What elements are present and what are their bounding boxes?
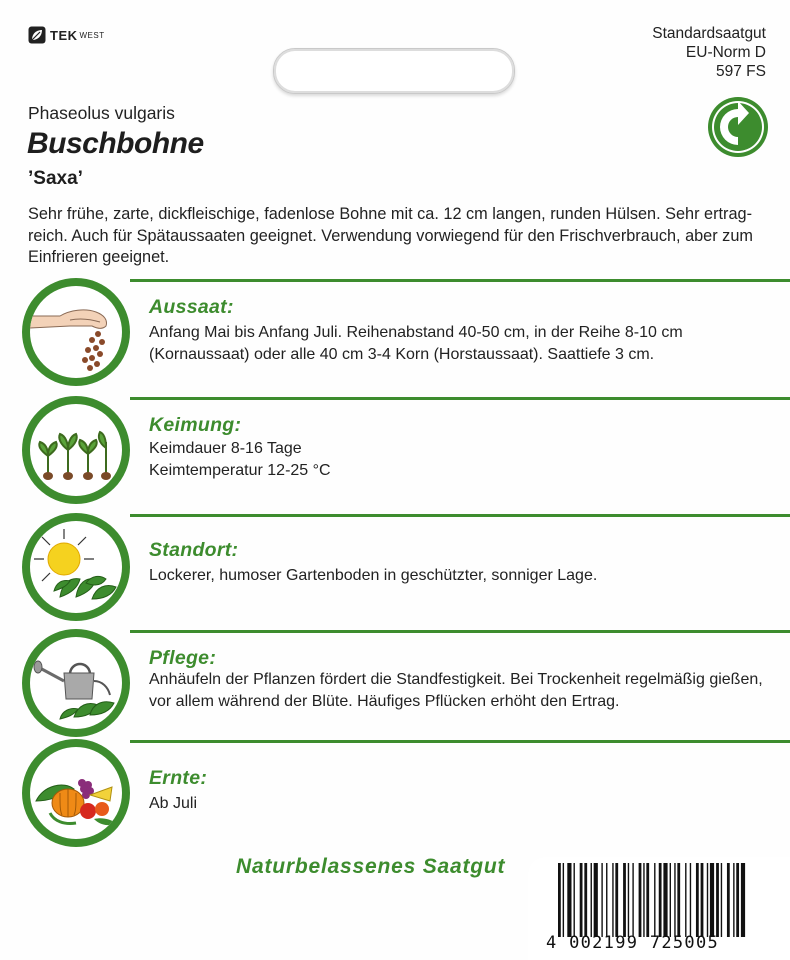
brand-logo — [28, 26, 105, 44]
barcode-bar — [710, 863, 714, 937]
section-title: Pflege: — [149, 647, 217, 669]
standard-line-1: Standardsaatgut — [652, 25, 766, 42]
barcode-bar — [563, 863, 564, 937]
barcode-bar — [584, 863, 587, 937]
section-text: Anfang Mai bis Anfang Juli. Reihenabstand 40-50 cm, in der Reihe 8-10 cm (Kornaussaat) oder alle 40 cm 3-4 Korn (Horstaussaat). Saattiefe 3 cm. — [149, 324, 683, 363]
footer-tagline: Naturbelassenes Saatgut — [236, 855, 506, 878]
barcode-bar — [606, 863, 607, 937]
watering-can-icon — [22, 629, 130, 737]
barcode-bar — [654, 863, 655, 937]
barcode-bar — [623, 863, 626, 937]
section-text: Anhäufeln der Pflanzen fördert die Standfestigkeit. Bei Trockenheit regelmäßig gießen, vor allem während der Blüte. Häufiges Pflücken erhöht den Ertrag. — [149, 671, 763, 710]
barcode-bar — [558, 863, 561, 937]
barcode-bar — [659, 863, 662, 937]
section-text-line-1: Keimdauer 8-16 Tage — [149, 440, 302, 457]
standard-line-2: EU-Norm D — [685, 44, 766, 61]
barcode-bar — [685, 863, 686, 937]
barcode-bar — [612, 863, 613, 937]
sun-plants-icon — [22, 513, 130, 621]
barcode-bar — [733, 863, 734, 937]
seedlings-icon — [22, 396, 130, 504]
section-divider — [130, 740, 790, 743]
product-description: Sehr frühe, zarte, dickfleischige, fadenlose Bohne mit ca. 12 cm langen, runden Hülsen. Sehr ertrag-reich. Auch für Spätaussaaten geeignet. Verwendung vorwiegend für den Frischverbrauch, aber zum Einfrieren geeignet. — [28, 205, 753, 266]
standard-line-3: 597 FS — [716, 63, 766, 80]
vegetables-harvest-icon — [22, 739, 130, 847]
section-text: Lockerer, humoser Gartenboden in geschützter, sonniger Lage. — [149, 567, 598, 584]
barcode-bar — [580, 863, 583, 937]
barcode-bar — [639, 863, 642, 937]
section-text: Ab Juli — [149, 795, 198, 812]
section-divider — [130, 397, 790, 400]
barcode-bar — [736, 863, 739, 937]
barcode-bar — [707, 863, 708, 937]
barcode — [528, 857, 790, 960]
section-divider — [130, 279, 790, 282]
section-title: Standort: — [149, 539, 239, 561]
barcode-bars — [558, 863, 780, 937]
barcode-bar — [677, 863, 680, 937]
brand-name: TEK — [50, 27, 78, 43]
barcode-bar — [716, 863, 719, 937]
brand-sub: WEST — [79, 30, 105, 40]
barcode-bar — [628, 863, 629, 937]
section-divider — [130, 630, 790, 633]
product-name: Buschbohne — [27, 127, 204, 160]
barcode-number: 4 002199 725005 — [546, 933, 720, 953]
section-title: Ernte: — [149, 767, 208, 789]
section-title: Keimung: — [149, 414, 242, 436]
variety-name: ’Saxa’ — [28, 168, 83, 189]
barcode-bar — [674, 863, 675, 937]
section-divider — [130, 514, 790, 517]
barcode-bar — [632, 863, 633, 937]
hand-sowing-seeds-icon — [22, 278, 130, 386]
section-text-line-2: Keimtemperatur 12-25 °C — [149, 462, 331, 479]
barcode-bar — [594, 863, 598, 937]
hanger-window — [273, 48, 515, 94]
barcode-bar — [741, 863, 745, 937]
barcode-bar — [670, 863, 671, 937]
barcode-bar — [615, 863, 618, 937]
barcode-bar — [721, 863, 722, 937]
barcode-bar — [663, 863, 667, 937]
barcode-bar — [646, 863, 649, 937]
latin-name: Phaseolus vulgaris — [28, 103, 175, 123]
recycling-icon — [707, 96, 769, 158]
section-title: Aussaat: — [149, 296, 234, 318]
barcode-bar — [601, 863, 602, 937]
barcode-bar — [574, 863, 575, 937]
barcode-bar — [591, 863, 592, 937]
barcode-bar — [643, 863, 644, 937]
barcode-bar — [727, 863, 730, 937]
standard-info — [652, 24, 766, 81]
barcode-bar — [696, 863, 699, 937]
barcode-bar — [690, 863, 691, 937]
leaf-logo-icon — [28, 26, 46, 44]
barcode-bar — [701, 863, 704, 937]
barcode-bar — [567, 863, 571, 937]
